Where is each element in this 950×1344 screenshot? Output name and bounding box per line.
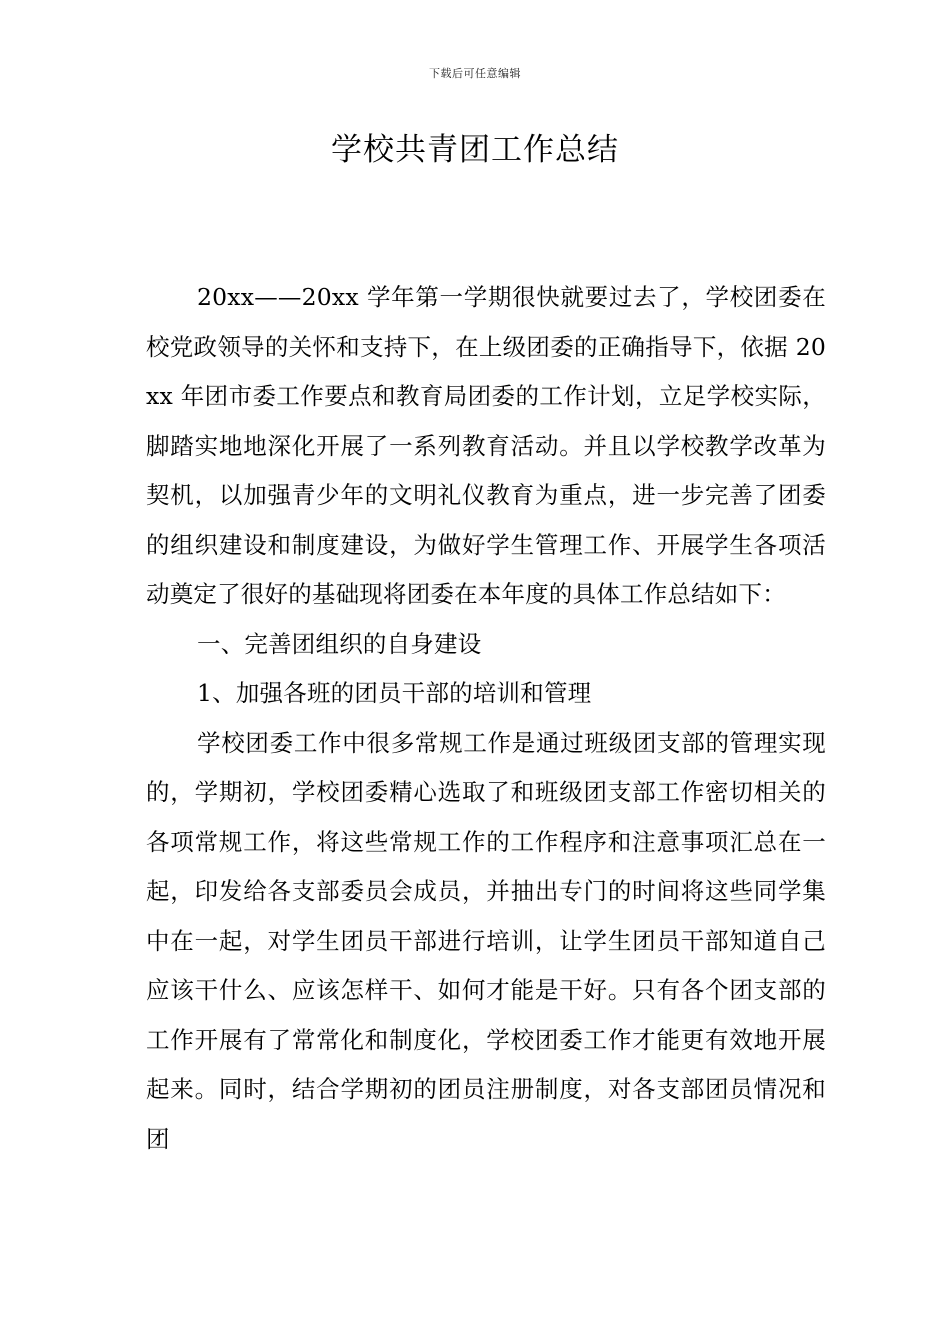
header-note: 下载后可任意编辑	[429, 67, 521, 80]
document-title: 学校共青团工作总结	[331, 132, 619, 168]
paragraph-intro: 20xx——20xx 学年第一学期很快就要过去了，学校团委在校党政领导的关怀和支持下，在上级团委的正确指导下，依据 20xx 年团市委工作要点和教育局团委的工作计划，立足学校实际，脚踏实地地深化开展了一系列教育活动。并且以学校教学改革为契机，以加强青少年的文明礼仪教育为重点，进一步完善了团委的组织建设和制度建设，为做好学生管理工作、开展学生各项活动奠定了很好的基础现将团委在本年度的具体工作总结如下：	[146, 283, 826, 608]
paragraph-training: 学校团委工作中很多常规工作是通过班级团支部的管理实现的，学期初，学校团委精心选取了和班级团支部工作密切相关的各项常规工作，将这些常规工作的工作程序和注意事项汇总在一起，印发给各支部委员会成员，并抽出专门的时间将这些同学集中在一起，对学生团员干部进行培训，让学生团员干部知道自己应该干什么、应该怎样干、如何才能是干好。只有各个团支部的工作开展有了常常化和制度化，学校团委工作才能更有效地开展起来。同时，结合学期初的团员注册制度，对各支部团员情况和团	[146, 728, 826, 1153]
section-heading-1: 一、完善团组织的自身建设	[197, 629, 482, 658]
subsection-heading-1-1: 1、加强各班的团员干部的培训和管理	[197, 679, 592, 707]
document-body	[146, 273, 826, 1164]
